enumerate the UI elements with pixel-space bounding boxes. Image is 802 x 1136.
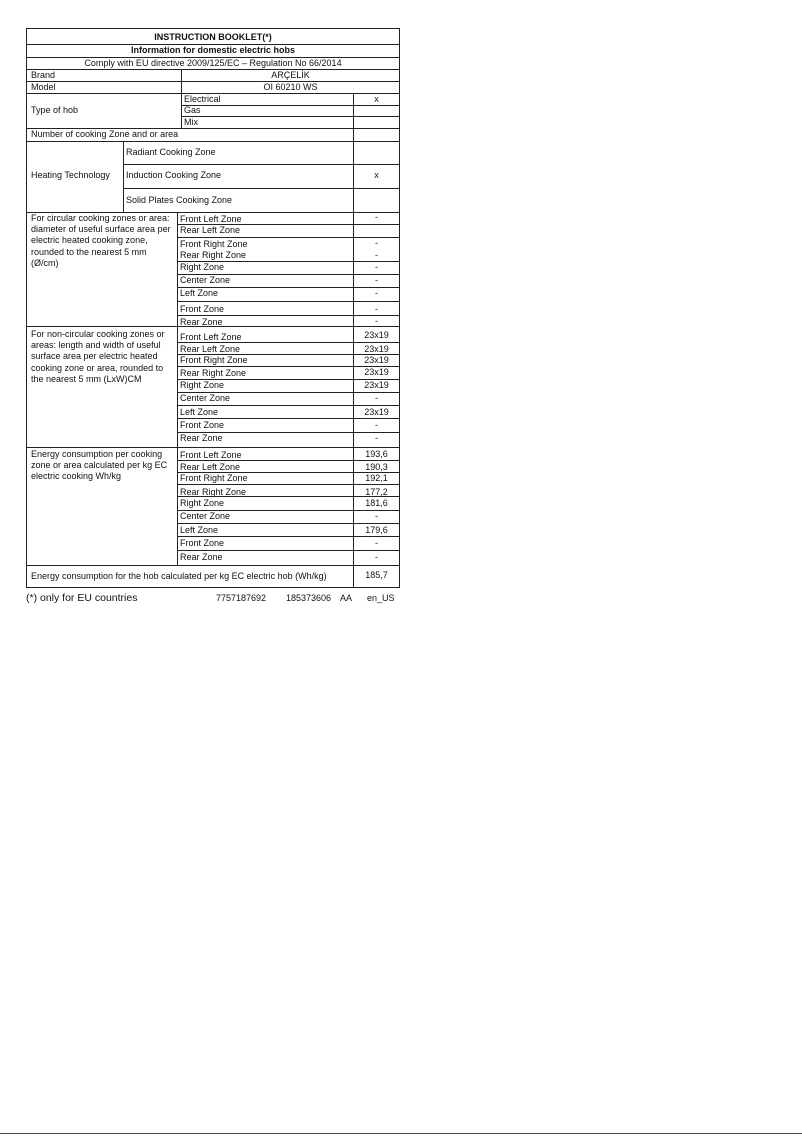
noncircular-zone: Rear Right Zone xyxy=(180,368,247,378)
energy-label: Energy consumption per cooking zone or area calculated per kg EC electric cooking Wh/kg xyxy=(31,449,168,482)
heating-option: Radiant Cooking Zone xyxy=(126,147,216,157)
energy-zone: Rear Zone xyxy=(180,552,223,562)
hob-type-option: Electrical xyxy=(184,94,221,104)
heating-mark: x xyxy=(374,170,379,180)
model-label: Model xyxy=(31,82,56,92)
total-energy-label: Energy consumption for the hob calculated per kg EC electric hob (Wh/kg) xyxy=(31,571,327,581)
circular-zone: Front Zone xyxy=(180,304,225,314)
page-bottom-rule xyxy=(0,1133,802,1134)
noncircular-zone: Left Zone xyxy=(180,407,219,417)
noncircular-zone: Front Right Zone xyxy=(180,355,248,365)
noncircular-label: For non-circular cooking zones or areas: length and width of useful surface area per electric heated cooking zone or area, rounded to the nearest 5 mm (LxW)CM xyxy=(31,329,165,384)
energy-value: - xyxy=(375,538,378,548)
energy-zone: Front Left Zone xyxy=(180,450,242,460)
noncircular-value: - xyxy=(375,433,378,443)
energy-zone: Right Zone xyxy=(180,498,225,508)
document-number: 185373606 xyxy=(286,593,332,603)
energy-value: - xyxy=(375,511,378,521)
circular-value: - xyxy=(375,262,378,272)
energy-value: 192,1 xyxy=(365,473,388,483)
zone-count-label: Number of cooking Zone and or area xyxy=(31,129,179,139)
circular-zone: Center Zone xyxy=(180,275,231,285)
energy-zone: Center Zone xyxy=(180,511,231,521)
circular-zone: Left Zone xyxy=(180,288,219,298)
circular-zone: Rear Right Zone xyxy=(180,250,247,260)
circular-value: - xyxy=(375,212,378,222)
hob-type-mark: x xyxy=(374,94,379,104)
noncircular-zone: Right Zone xyxy=(180,380,225,390)
noncircular-zone: Rear Left Zone xyxy=(180,344,241,354)
locale-code: en_US xyxy=(367,593,395,603)
energy-zone: Rear Left Zone xyxy=(180,462,241,472)
model-value: OI 60210 WS xyxy=(263,82,318,92)
noncircular-zone: Rear Zone xyxy=(180,433,223,443)
circular-value: - xyxy=(375,238,378,248)
heating-label: Heating Technology xyxy=(31,170,110,180)
noncircular-value: - xyxy=(375,420,378,430)
energy-value: 190,3 xyxy=(365,462,388,472)
hob-type-option: Mix xyxy=(184,117,198,127)
hob-type-option: Gas xyxy=(184,105,201,115)
booklet-subtitle: Information for domestic electric hobs xyxy=(130,45,296,55)
circular-label: For circular cooking zones or area: diameter of useful surface area per electric heated cooking zone, rounded to the nearest 5 mm (Ø/cm) xyxy=(31,213,171,268)
energy-info-table xyxy=(26,28,400,588)
noncircular-value: 23x19 xyxy=(364,367,389,377)
noncircular-value: - xyxy=(375,393,378,403)
hob-type-label: Type of hob xyxy=(31,105,79,115)
circular-zone: Right Zone xyxy=(180,262,225,272)
noncircular-zone: Front Left Zone xyxy=(180,332,242,342)
circular-value: - xyxy=(375,304,378,314)
energy-zone: Left Zone xyxy=(180,525,219,535)
energy-value: - xyxy=(375,552,378,562)
heating-option: Solid Plates Cooking Zone xyxy=(126,195,233,205)
noncircular-value: 23x19 xyxy=(364,330,389,340)
noncircular-zone: Center Zone xyxy=(180,393,231,403)
noncircular-value: 23x19 xyxy=(364,380,389,390)
booklet-title: INSTRUCTION BOOKLET(*) xyxy=(154,32,272,42)
noncircular-zone: Front Zone xyxy=(180,420,225,430)
directive-line: Comply with EU directive 2009/125/EC – Regulation No 66/2014 xyxy=(84,58,342,68)
circular-zone: Front Left Zone xyxy=(180,214,242,224)
brand-value: ARÇELİK xyxy=(271,70,310,80)
noncircular-value: 23x19 xyxy=(364,355,389,365)
energy-value: 177,2 xyxy=(365,487,388,497)
circular-value: - xyxy=(375,275,378,285)
circular-value: - xyxy=(375,250,378,260)
revision-code: AA xyxy=(340,593,353,603)
noncircular-value: 23x19 xyxy=(364,407,389,417)
energy-zone: Front Right Zone xyxy=(180,473,248,483)
energy-value: 193,6 xyxy=(365,449,388,459)
brand-label: Brand xyxy=(31,70,56,80)
energy-value: 179,6 xyxy=(365,525,388,535)
circular-zone: Rear Zone xyxy=(180,317,223,327)
energy-value: 181,6 xyxy=(365,498,388,508)
energy-zone: Front Zone xyxy=(180,538,225,548)
energy-zone: Rear Right Zone xyxy=(180,487,247,497)
circular-value: - xyxy=(375,316,378,326)
heating-option: Induction Cooking Zone xyxy=(126,170,222,180)
circular-value: - xyxy=(375,288,378,298)
circular-zone: Front Right Zone xyxy=(180,239,248,249)
document-code: 7757187692 xyxy=(216,593,267,603)
noncircular-value: 23x19 xyxy=(364,344,389,354)
circular-zone: Rear Left Zone xyxy=(180,225,241,235)
total-energy-value: 185,7 xyxy=(365,570,388,580)
eu-countries-note: (*) only for EU countries xyxy=(26,592,138,604)
